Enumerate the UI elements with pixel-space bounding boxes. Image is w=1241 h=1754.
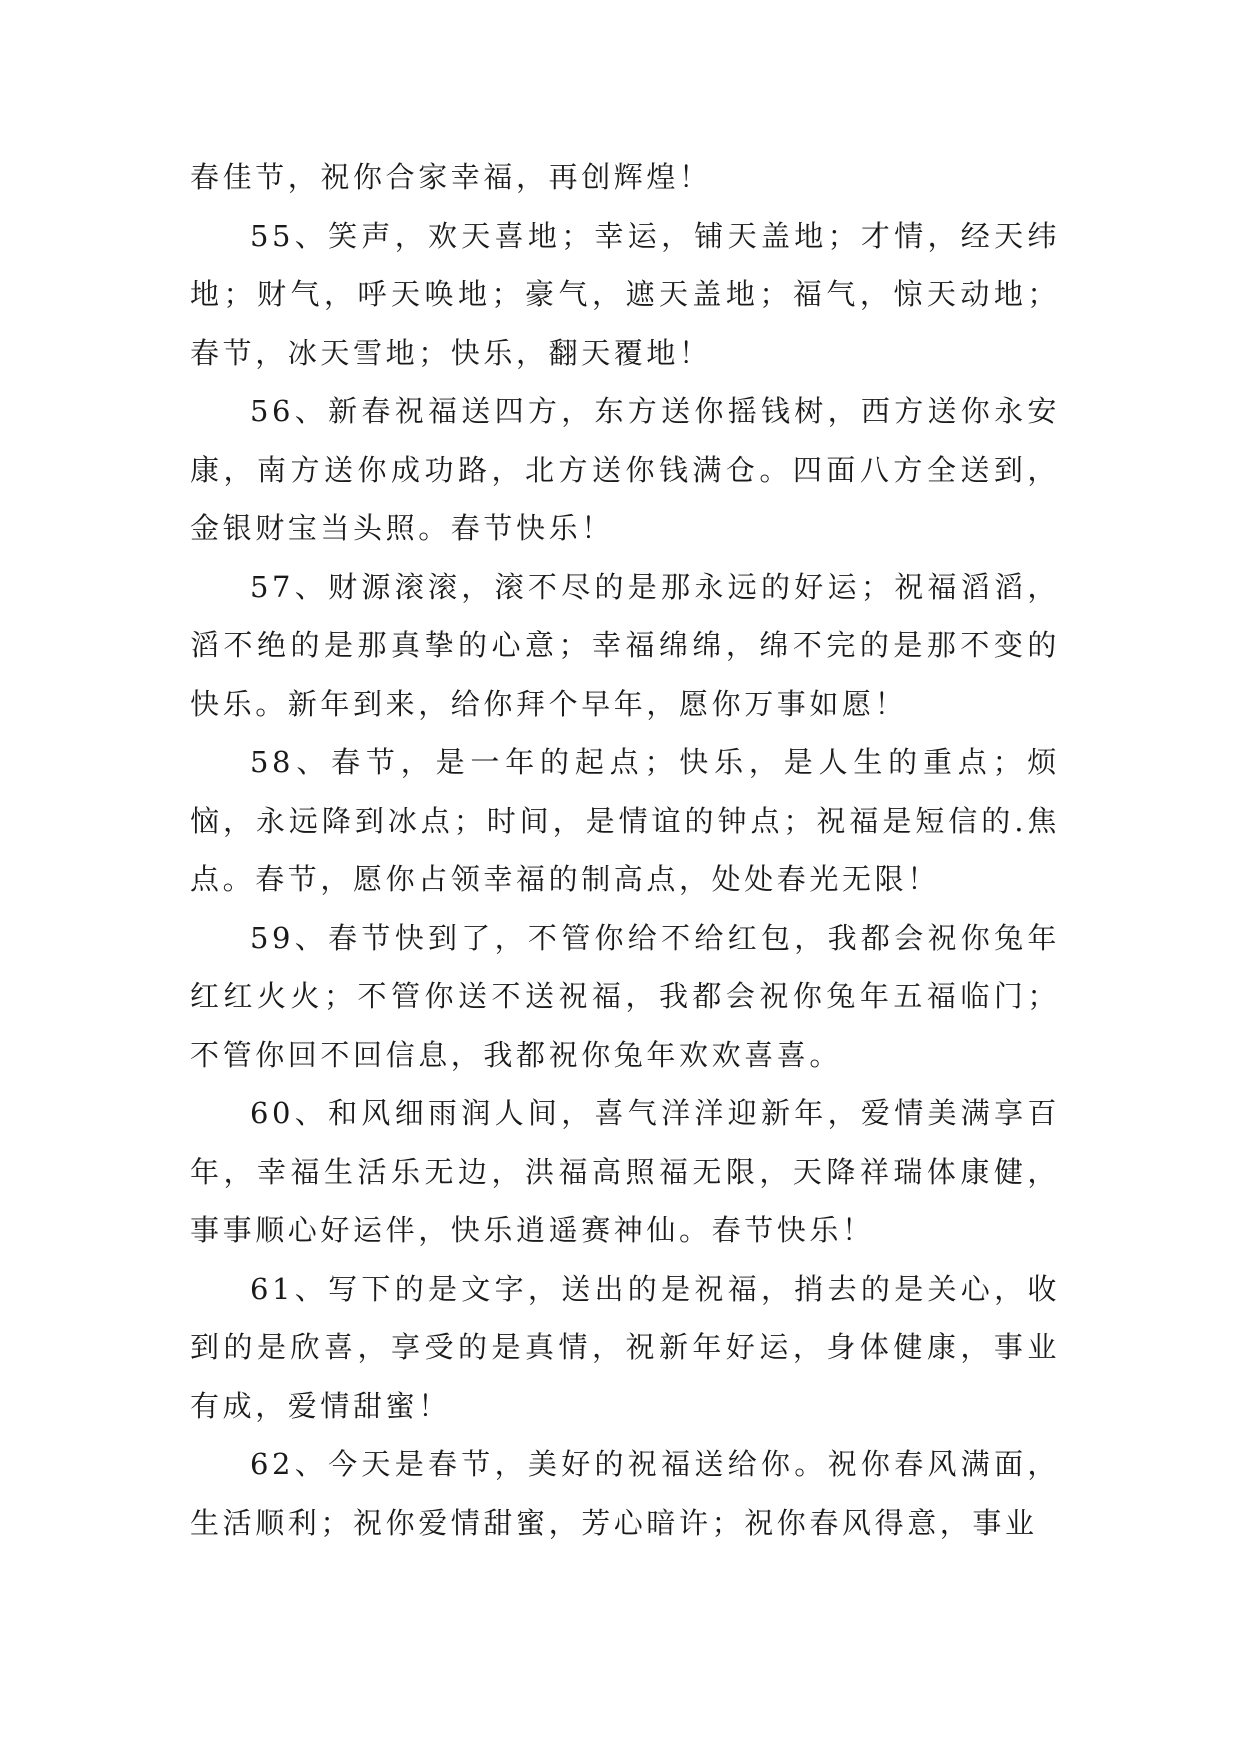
paragraph-55: 55、笑声，欢天喜地；幸运，铺天盖地；才情，经天纬地；财气，呼天唤地；豪气，遮天盖地；福气，惊天动地；春节，冰天雪地；快乐，翻天覆地！ <box>190 218 1060 370</box>
paragraph-62: 62、今天是春节，美好的祝福送给你。祝你春风满面，生活顺利；祝你爱情甜蜜，芳心暗许；祝你春风得意，事业 <box>190 1447 1060 1540</box>
paragraph-57: 57、财源滚滚，滚不尽的是那永远的好运；祝福滔滔，滔不绝的是那真挚的心意；幸福绵绵，绵不完的是那不变的快乐。新年到来，给你拜个早年，愿你万事如愿！ <box>190 569 1060 721</box>
paragraph-59: 59、春节快到了，不管你给不给红包，我都会祝你兔年红红火火；不管你送不送祝福，我都会祝你兔年五福临门；不管你回不回信息，我都祝你兔年欢欢喜喜。 <box>190 920 1060 1072</box>
paragraph-56: 56、新春祝福送四方，东方送你摇钱树，西方送你永安康，南方送你成功路，北方送你钱满仓。四面八方全送到，金银财宝当头照。春节快乐！ <box>190 394 1060 545</box>
paragraph-58: 58、春节，是一年的起点；快乐，是人生的重点；烦恼，永远降到冰点；时间，是情谊的钟点；祝福是短信的.焦点。春节，愿你占领幸福的制高点，处处春光无限！ <box>190 745 1060 896</box>
document-page <box>190 148 1060 1552</box>
paragraph-60: 60、和风细雨润人间，喜气洋洋迎新年，爱情美满享百年，幸福生活乐无边，洪福高照福无限，天降祥瑞体康健，事事顺心好运伴，快乐逍遥赛神仙。春节快乐！ <box>190 1096 1060 1247</box>
paragraph-61: 61、写下的是文字，送出的是祝福，捎去的是关心，收到的是欣喜，享受的是真情，祝新年好运，身体健康，事业有成，爱情甜蜜！ <box>190 1271 1060 1423</box>
paragraph-continuation: 春佳节，祝你合家幸福，再创辉煌！ <box>190 160 712 194</box>
